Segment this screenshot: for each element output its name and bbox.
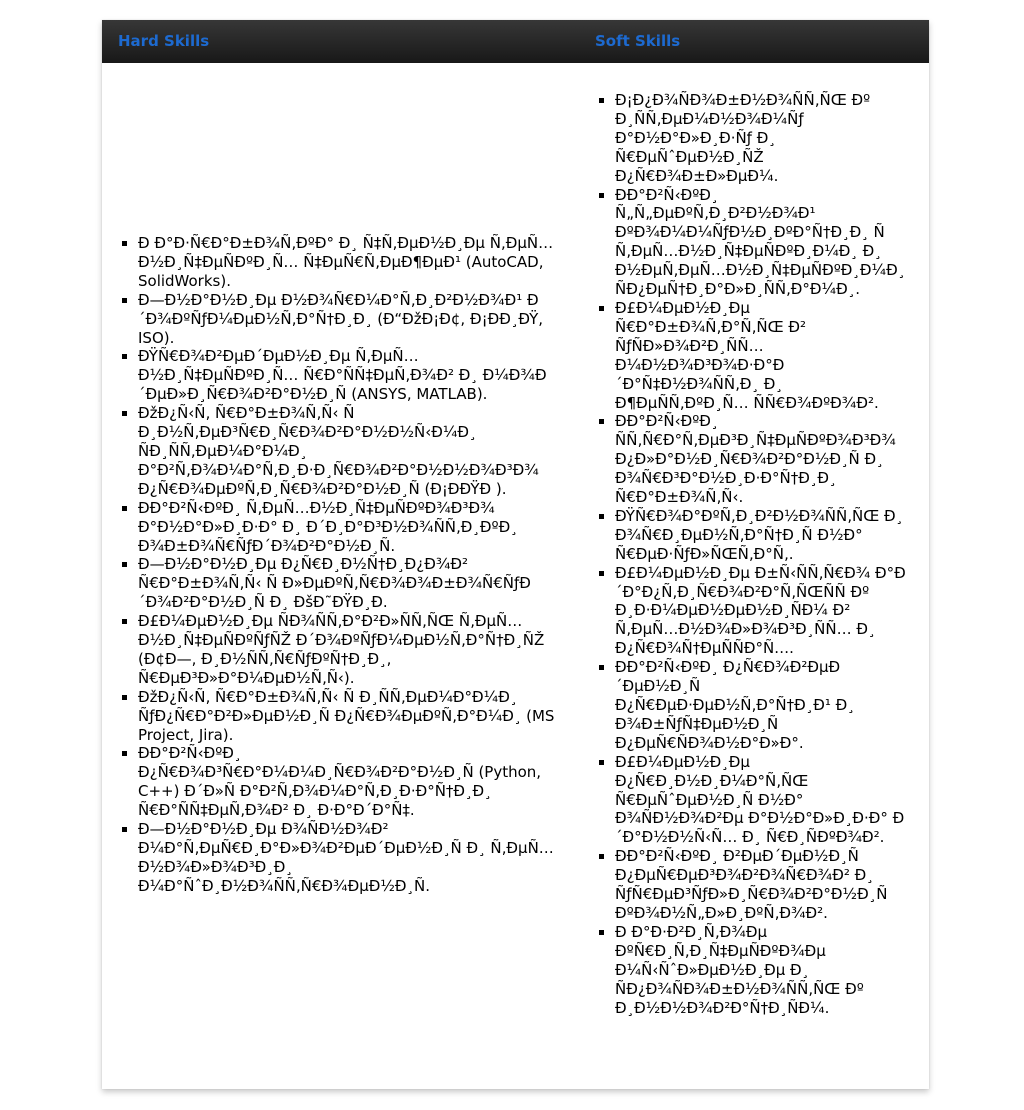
- soft-skills-list: [615, 91, 915, 1017]
- list-item: ▪ Ð Ð°Ð·Ñ€Ð°Ð±Ð¾Ñ‚ÐºÐ° Ð¸ Ñ‡Ñ‚ÐµÐ½Ð¸Ðµ Ñ‚ÐµÑ…Ð½Ð¸Ñ‡ÐµÑÐºÐ¸Ñ… Ñ‡ÐµÑ€Ñ‚ÐµÐ¶ÐµÐ¹ (AutoCAD, SolidWorks).: [138, 234, 568, 291]
- list-item: ▪ ÐžÐ¿Ñ‹Ñ‚ Ñ€Ð°Ð±Ð¾Ñ‚Ñ‹ Ñ Ð¸ÑÑ‚ÐµÐ¼Ð°Ð¼Ð¸ ÑƒÐ¿Ñ€Ð°Ð²Ð»ÐµÐ½Ð¸Ñ Ð¿Ñ€Ð¾ÐµÐºÑ‚Ð°Ð¼Ð¸ (MS Project, Jira).: [138, 688, 568, 745]
- soft-skills-heading: Soft Skills: [595, 32, 681, 50]
- list-item: ▪ ÐŸÑ€Ð¾Ð²ÐµÐ´ÐµÐ½Ð¸Ðµ Ñ‚ÐµÑ… Ð½Ð¸Ñ‡ÐµÑÐºÐ¸Ñ… Ñ€Ð°ÑÑ‡ÐµÑ‚Ð¾Ð² Ð¸ Ð¼Ð¾Ð´ÐµÐ»Ð¸Ñ€Ð¾Ð²Ð°Ð½Ð¸Ñ (ANSYS, MATLAB).: [138, 347, 568, 404]
- list-item: ▪ ÐÐ°Ð²Ñ‹ÐºÐ¸ Ñ‚ÐµÑ…Ð½Ð¸Ñ‡ÐµÑÐºÐ¾Ð³Ð¾ Ð°Ð½Ð°Ð»Ð¸Ð·Ð° Ð¸ Ð´Ð¸Ð°Ð³Ð½Ð¾ÑÑ‚Ð¸ÐºÐ¸ Ð¾Ð±Ð¾Ñ€ÑƒÐ´Ð¾Ð²Ð°Ð½Ð¸Ñ.: [138, 499, 568, 556]
- list-item: ▪ Ð Ð°Ð·Ð²Ð¸Ñ‚Ð¾Ðµ ÐºÑ€Ð¸Ñ‚Ð¸Ñ‡ÐµÑÐºÐ¾Ðµ Ð¼Ñ‹ÑˆÐ»ÐµÐ½Ð¸Ðµ Ð¸ ÑÐ¿Ð¾ÑÐ¾Ð±Ð½Ð¾ÑÑ‚ÑŒ Ðº Ð¸Ð½Ð½Ð¾Ð²Ð°Ñ†Ð¸ÑÐ¼.: [615, 923, 915, 1018]
- list-item: ▪ Ð£Ð¼ÐµÐ½Ð¸Ðµ ÑÐ¾ÑÑ‚Ð°Ð²Ð»ÑÑ‚ÑŒ Ñ‚ÐµÑ…Ð½Ð¸Ñ‡ÐµÑÐºÑƒÑŽ Ð´Ð¾ÐºÑƒÐ¼ÐµÐ½Ñ‚Ð°Ñ†Ð¸ÑŽ (Ð¢Ð—, Ð¸Ð½ÑÑ‚Ñ€ÑƒÐºÑ†Ð¸Ð¸, Ñ€ÐµÐ³Ð»Ð°Ð¼ÐµÐ½Ñ‚Ñ‹).: [138, 612, 568, 688]
- skills-table: [102, 20, 929, 1089]
- list-item: ▪ ÐžÐ¿Ñ‹Ñ‚ Ñ€Ð°Ð±Ð¾Ñ‚Ñ‹ Ñ Ð¸Ð½Ñ‚ÐµÐ³Ñ€Ð¸Ñ€Ð¾Ð²Ð°Ð½Ð½Ñ‹Ð¼Ð¸ ÑÐ¸ÑÑ‚ÐµÐ¼Ð°Ð¼Ð¸ Ð°Ð²Ñ‚Ð¾Ð¼Ð°Ñ‚Ð¸Ð·Ð¸Ñ€Ð¾Ð²Ð°Ð½Ð½Ð¾Ð³Ð¾ Ð¿Ñ€Ð¾ÐµÐºÑ‚Ð¸Ñ€Ð¾Ð²Ð°Ð½Ð¸Ñ (Ð¡ÐÐŸÐ ).: [138, 404, 568, 499]
- list-item: ▪ ÐÐ°Ð²Ñ‹ÐºÐ¸ Ñ„Ñ„ÐµÐºÑ‚Ð¸Ð²Ð½Ð¾Ð¹ ÐºÐ¾Ð¼Ð¼ÑƒÐ½Ð¸ÐºÐ°Ñ†Ð¸Ð¸ Ñ Ñ‚ÐµÑ…Ð½Ð¸Ñ‡ÐµÑÐºÐ¸Ð¼Ð¸ Ð¸ Ð½ÐµÑ‚ÐµÑ…Ð½Ð¸Ñ‡ÐµÑÐºÐ¸Ð¼Ð¸ ÑÐ¿ÐµÑ†Ð¸Ð°Ð»Ð¸ÑÑ‚Ð°Ð¼Ð¸.: [615, 186, 915, 299]
- soft-skills-cell: [615, 91, 915, 1017]
- list-item: ▪ ÐÐ°Ð²Ñ‹ÐºÐ¸ Ð¿Ñ€Ð¾Ð³Ñ€Ð°Ð¼Ð¼Ð¸Ñ€Ð¾Ð²Ð°Ð½Ð¸Ñ (Python, C++) Ð´Ð»Ñ Ð°Ð²Ñ‚Ð¾Ð¼Ð°Ñ‚Ð¸Ð·Ð°Ñ†Ð¸Ð¸ Ñ€Ð°ÑÑ‡ÐµÑ‚Ð¾Ð² Ð¸ Ð·Ð°Ð´Ð°Ñ‡.: [138, 744, 568, 820]
- list-item: ▪ Ð£Ð¼ÐµÐ½Ð¸Ðµ Ð¿Ñ€Ð¸Ð½Ð¸Ð¼Ð°Ñ‚ÑŒ Ñ€ÐµÑˆÐµÐ½Ð¸Ñ Ð½Ð° Ð¾ÑÐ½Ð¾Ð²Ðµ Ð°Ð½Ð°Ð»Ð¸Ð·Ð° Ð´Ð°Ð½Ð½Ñ‹Ñ… Ð¸ Ñ€Ð¸ÑÐºÐ¾Ð².: [615, 753, 915, 848]
- list-item: ▪ Ð£Ð¼ÐµÐ½Ð¸Ðµ Ð±Ñ‹ÑÑ‚Ñ€Ð¾ Ð°Ð´Ð°Ð¿Ñ‚Ð¸Ñ€Ð¾Ð²Ð°Ñ‚ÑŒÑÑ Ðº Ð¸Ð·Ð¼ÐµÐ½ÐµÐ½Ð¸ÑÐ¼ Ð² Ñ‚ÐµÑ…Ð½Ð¾Ð»Ð¾Ð³Ð¸ÑÑ… Ð¸ Ð¿Ñ€Ð¾Ñ†ÐµÑÑÐ°Ñ….: [615, 564, 915, 659]
- list-item: ▪ Ð£Ð¼ÐµÐ½Ð¸Ðµ Ñ€Ð°Ð±Ð¾Ñ‚Ð°Ñ‚ÑŒ Ð² ÑƒÑÐ»Ð¾Ð²Ð¸ÑÑ… Ð¼Ð½Ð¾Ð³Ð¾Ð·Ð°Ð´Ð°Ñ‡Ð½Ð¾ÑÑ‚Ð¸ Ð¸ Ð¶ÐµÑÑ‚ÐºÐ¸Ñ… ÑÑ€Ð¾ÐºÐ¾Ð².: [615, 299, 915, 412]
- list-item: ▪ ÐŸÑ€Ð¾Ð°ÐºÑ‚Ð¸Ð²Ð½Ð¾ÑÑ‚ÑŒ Ð¸ Ð¾Ñ€Ð¸ÐµÐ½Ñ‚Ð°Ñ†Ð¸Ñ Ð½Ð° Ñ€ÐµÐ·ÑƒÐ»ÑŒÑ‚Ð°Ñ‚.: [615, 507, 915, 564]
- list-item: ▪ ÐÐ°Ð²Ñ‹ÐºÐ¸ Ð¿Ñ€Ð¾Ð²ÐµÐ´ÐµÐ½Ð¸Ñ Ð¿Ñ€ÐµÐ·ÐµÐ½Ñ‚Ð°Ñ†Ð¸Ð¹ Ð¸ Ð¾Ð±ÑƒÑ‡ÐµÐ½Ð¸Ñ Ð¿ÐµÑ€ÑÐ¾Ð½Ð°Ð»Ð°.: [615, 658, 915, 753]
- list-item: ▪ Ð—Ð½Ð°Ð½Ð¸Ðµ Ð½Ð¾Ñ€Ð¼Ð°Ñ‚Ð¸Ð²Ð½Ð¾Ð¹ Ð´Ð¾ÐºÑƒÐ¼ÐµÐ½Ñ‚Ð°Ñ†Ð¸Ð¸ (Ð“ÐžÐ¡Ð¢, Ð¡ÐÐ¸ÐŸ, ISO).: [138, 291, 568, 348]
- table-header-row: [102, 20, 929, 63]
- list-item: ▪ Ð—Ð½Ð°Ð½Ð¸Ðµ Ð¾ÑÐ½Ð¾Ð² Ð¼Ð°Ñ‚ÐµÑ€Ð¸Ð°Ð»Ð¾Ð²ÐµÐ´ÐµÐ½Ð¸Ñ Ð¸ Ñ‚ÐµÑ…Ð½Ð¾Ð»Ð¾Ð³Ð¸Ð¸ Ð¼Ð°ÑˆÐ¸Ð½Ð¾ÑÑ‚Ñ€Ð¾ÐµÐ½Ð¸Ñ.: [138, 820, 568, 896]
- list-item: ▪ Ð—Ð½Ð°Ð½Ð¸Ðµ Ð¿Ñ€Ð¸Ð½Ñ†Ð¸Ð¿Ð¾Ð² Ñ€Ð°Ð±Ð¾Ñ‚Ñ‹ Ñ Ð»ÐµÐºÑ‚Ñ€Ð¾Ð¾Ð±Ð¾Ñ€ÑƒÐ´Ð¾Ð²Ð°Ð½Ð¸Ñ Ð¸ ÐšÐ˜ÐŸÐ¸Ð.: [138, 555, 568, 612]
- hard-skills-heading: Hard Skills: [118, 32, 210, 50]
- hard-skills-list: [138, 234, 568, 896]
- hard-skills-cell: [138, 234, 568, 896]
- list-item: ▪ ÐÐ°Ð²Ñ‹ÐºÐ¸ ÑÑ‚Ñ€Ð°Ñ‚ÐµÐ³Ð¸Ñ‡ÐµÑÐºÐ¾Ð³Ð¾ Ð¿Ð»Ð°Ð½Ð¸Ñ€Ð¾Ð²Ð°Ð½Ð¸Ñ Ð¸ Ð¾Ñ€Ð³Ð°Ð½Ð¸Ð·Ð°Ñ†Ð¸Ð¸ Ñ€Ð°Ð±Ð¾Ñ‚Ñ‹.: [615, 412, 915, 507]
- list-item: ▪ Ð¡Ð¿Ð¾ÑÐ¾Ð±Ð½Ð¾ÑÑ‚ÑŒ Ðº Ð¸ÑÑ‚ÐµÐ¼Ð½Ð¾Ð¼Ñƒ Ð°Ð½Ð°Ð»Ð¸Ð·Ñƒ Ð¸ Ñ€ÐµÑˆÐµÐ½Ð¸ÑŽ Ð¿Ñ€Ð¾Ð±Ð»ÐµÐ¼.: [615, 91, 915, 186]
- list-item: ▪ ÐÐ°Ð²Ñ‹ÐºÐ¸ Ð²ÐµÐ´ÐµÐ½Ð¸Ñ Ð¿ÐµÑ€ÐµÐ³Ð¾Ð²Ð¾Ñ€Ð¾Ð² Ð¸ ÑƒÑ€ÐµÐ³ÑƒÐ»Ð¸Ñ€Ð¾Ð²Ð°Ð½Ð¸Ñ ÐºÐ¾Ð½Ñ„Ð»Ð¸ÐºÑ‚Ð¾Ð².: [615, 847, 915, 923]
